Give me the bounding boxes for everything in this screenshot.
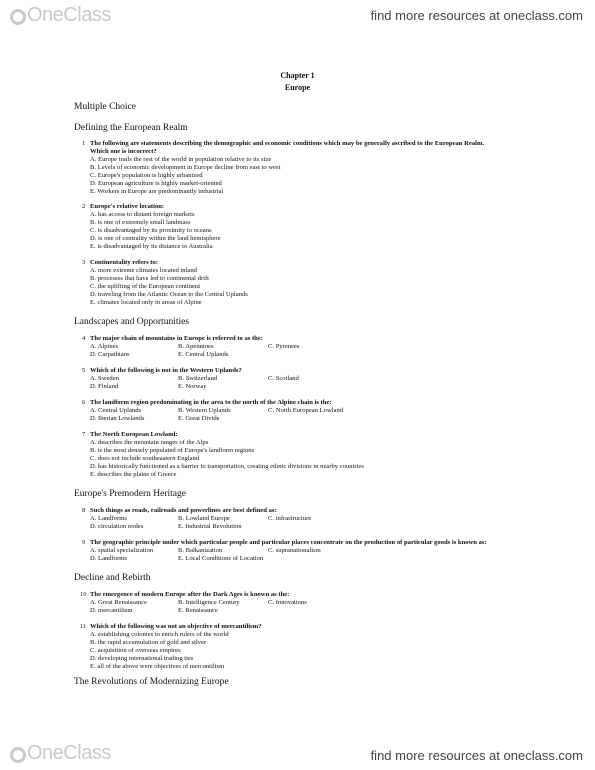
option-e: E. Central Uplands — [178, 351, 229, 358]
question-number: 2 — [82, 203, 86, 210]
question-text: The North European Lowland: — [90, 431, 178, 438]
question-number: 1 — [82, 140, 86, 147]
option-b: B. the rapid accumulation of gold and silver — [90, 639, 207, 646]
option-a: A. has access to distant foreign markets — [90, 211, 195, 218]
option-d: D. Finland — [90, 383, 119, 390]
question-number: 4 — [82, 335, 86, 342]
option-d: D. circulation nodes — [90, 523, 144, 530]
option-e: E. Renaissance — [178, 607, 218, 614]
question-number: 7 — [82, 431, 86, 438]
option-b: B. processes that have led to continental drift — [90, 275, 210, 282]
option-d: D. developing international trading ties — [90, 655, 194, 662]
option-e: E. is disadvantaged by its distance to Australia — [90, 243, 213, 250]
question-text: The landform region predominating in the area to the north of the Alpine chain is the: — [90, 399, 332, 406]
option-c: C. does not include southeastern England — [90, 455, 200, 462]
option-b: B. Balkanization — [178, 547, 223, 554]
option-e: E. Industrial Revolution — [178, 523, 242, 530]
option-b: B. is one of extremely small landmass — [90, 219, 191, 226]
option-b: B. Western Uplands — [178, 407, 231, 414]
option-a: A. Sweden — [90, 375, 119, 382]
logo-circle-icon — [10, 747, 26, 763]
question-number: 9 — [82, 539, 86, 546]
question-text: Continentality refers to: — [90, 259, 158, 266]
logo-text: OneClass — [27, 742, 111, 764]
option-c: C. North European Lowland — [268, 407, 344, 414]
question-text: The geographic principle under which particular people and particular places concentrate on the production of particular goods is known as: — [90, 539, 487, 546]
option-a: A. more extreme climates located inland — [90, 267, 197, 274]
multiple-choice-heading: Multiple Choice — [74, 102, 137, 112]
section-landscapes: Landscapes and Opportunities — [74, 317, 190, 327]
question-number: 3 — [82, 259, 86, 266]
option-c: C. is disadvantaged by its proximity to oceans — [90, 227, 212, 234]
option-b: B. Switzerland — [178, 375, 218, 382]
option-d: D. has historically functioned as a barrier to transportation, creating ethnic divisions in nearby countries — [90, 463, 364, 470]
option-c: C. Innovations — [268, 599, 307, 606]
option-d: D. is one of centrality within the land hemisphere — [90, 235, 221, 242]
option-a: A. Landforms — [90, 515, 127, 522]
option-c: C. Europe's population is highly urbanized — [90, 172, 203, 179]
option-a: A. spatial specialization — [90, 547, 154, 554]
option-d: D. mercantilism — [90, 607, 133, 614]
option-b: B. is the most densely populated of Europe's landform regions — [90, 447, 255, 454]
question-number: 8 — [82, 507, 86, 514]
option-d: D. traveling from the Atlantic Ocean to the Central Uplands — [90, 291, 248, 298]
question-number: 5 — [82, 367, 86, 374]
section-revolutions: The Revolutions of Modernizing Europe — [74, 677, 229, 687]
footer-bar — [0, 738, 595, 770]
option-e: E. describes the plains of Greece — [90, 471, 177, 478]
chapter-title: Europe — [284, 83, 311, 92]
option-a: A. Europe trails the rest of the world in population relative to its size — [90, 156, 272, 163]
question-number: 6 — [82, 399, 86, 406]
question-number: 11 — [80, 623, 87, 630]
option-e: E. Norway — [178, 383, 207, 390]
option-e: E. all of the above were objectives of mercantilism — [90, 663, 225, 670]
question-text: Which of the following was not an objective of mercantilism? — [90, 623, 262, 630]
option-e: E. Workers in Europe are predominantly industrial — [90, 188, 224, 195]
option-b: B. Apennines — [178, 343, 214, 350]
question-text: Which of the following is not in the Western Uplands? — [90, 367, 242, 374]
resources-link[interactable]: find more resources at oneclass.com — [370, 748, 583, 763]
option-d: D. Landforms — [90, 555, 127, 562]
resources-link[interactable]: find more resources at oneclass.com — [370, 8, 583, 23]
option-c: C. supranationalism — [268, 547, 321, 554]
question-text-continued: Which one is incorrect? — [90, 148, 157, 155]
option-a: A. Central Uplands — [90, 407, 142, 414]
question-text: The major chain of mountains in Europe is referred to as the: — [90, 335, 263, 342]
oneclass-logo[interactable] — [10, 742, 111, 765]
option-c: C. Scotland — [268, 375, 299, 382]
option-d: D. Carpathians — [90, 351, 130, 358]
option-c: C. acquisition of overseas empires — [90, 647, 181, 654]
chapter-number: Chapter 1 — [280, 71, 315, 80]
option-b: B. Lowland Europe — [178, 515, 230, 522]
option-a: A. describes the mountain ranges of the Alps — [90, 439, 209, 446]
question-text: Europe's relative location: — [90, 203, 165, 210]
question-text: The emergence of modern Europe after the Dark Ages is known as the: — [90, 591, 290, 598]
option-a: A. Alpines — [90, 343, 119, 350]
option-d: D. Iberian Lowlands — [90, 415, 145, 422]
section-decline: Decline and Rebirth — [74, 573, 151, 583]
question-text: Such things as roads, railroads and powerlines are best defined as: — [90, 507, 277, 514]
option-d: D. European agriculture is highly market-oriented — [90, 180, 222, 187]
option-e: E. climates located only in areas of Alpine — [90, 299, 202, 306]
section-defining: Defining the European Realm — [74, 123, 188, 133]
option-e: E. Great Divide — [178, 415, 220, 422]
option-c: C. infrastructure — [268, 515, 312, 522]
option-b: B. Levels of economic development in Europe decline from east to west — [90, 164, 281, 171]
section-premodern: Europe's Premodern Heritage — [74, 489, 186, 499]
option-b: B. Intelligence Century — [178, 599, 240, 606]
option-a: A. Great Renaissance — [90, 599, 147, 606]
question-number: 10 — [80, 591, 87, 598]
option-c: C. the uplifting of the European continent — [90, 283, 201, 290]
option-e: E. Local Conditions of Location — [178, 555, 264, 562]
option-c: C. Pyrenees — [268, 343, 300, 350]
option-a: A. establishing colonies to enrich rulers of the world — [90, 631, 229, 638]
question-text: The following are statements describing the demographic and economic conditions which may be generally ascribed to the European Realm. — [90, 140, 485, 147]
logo-text: OneClass — [27, 4, 111, 26]
